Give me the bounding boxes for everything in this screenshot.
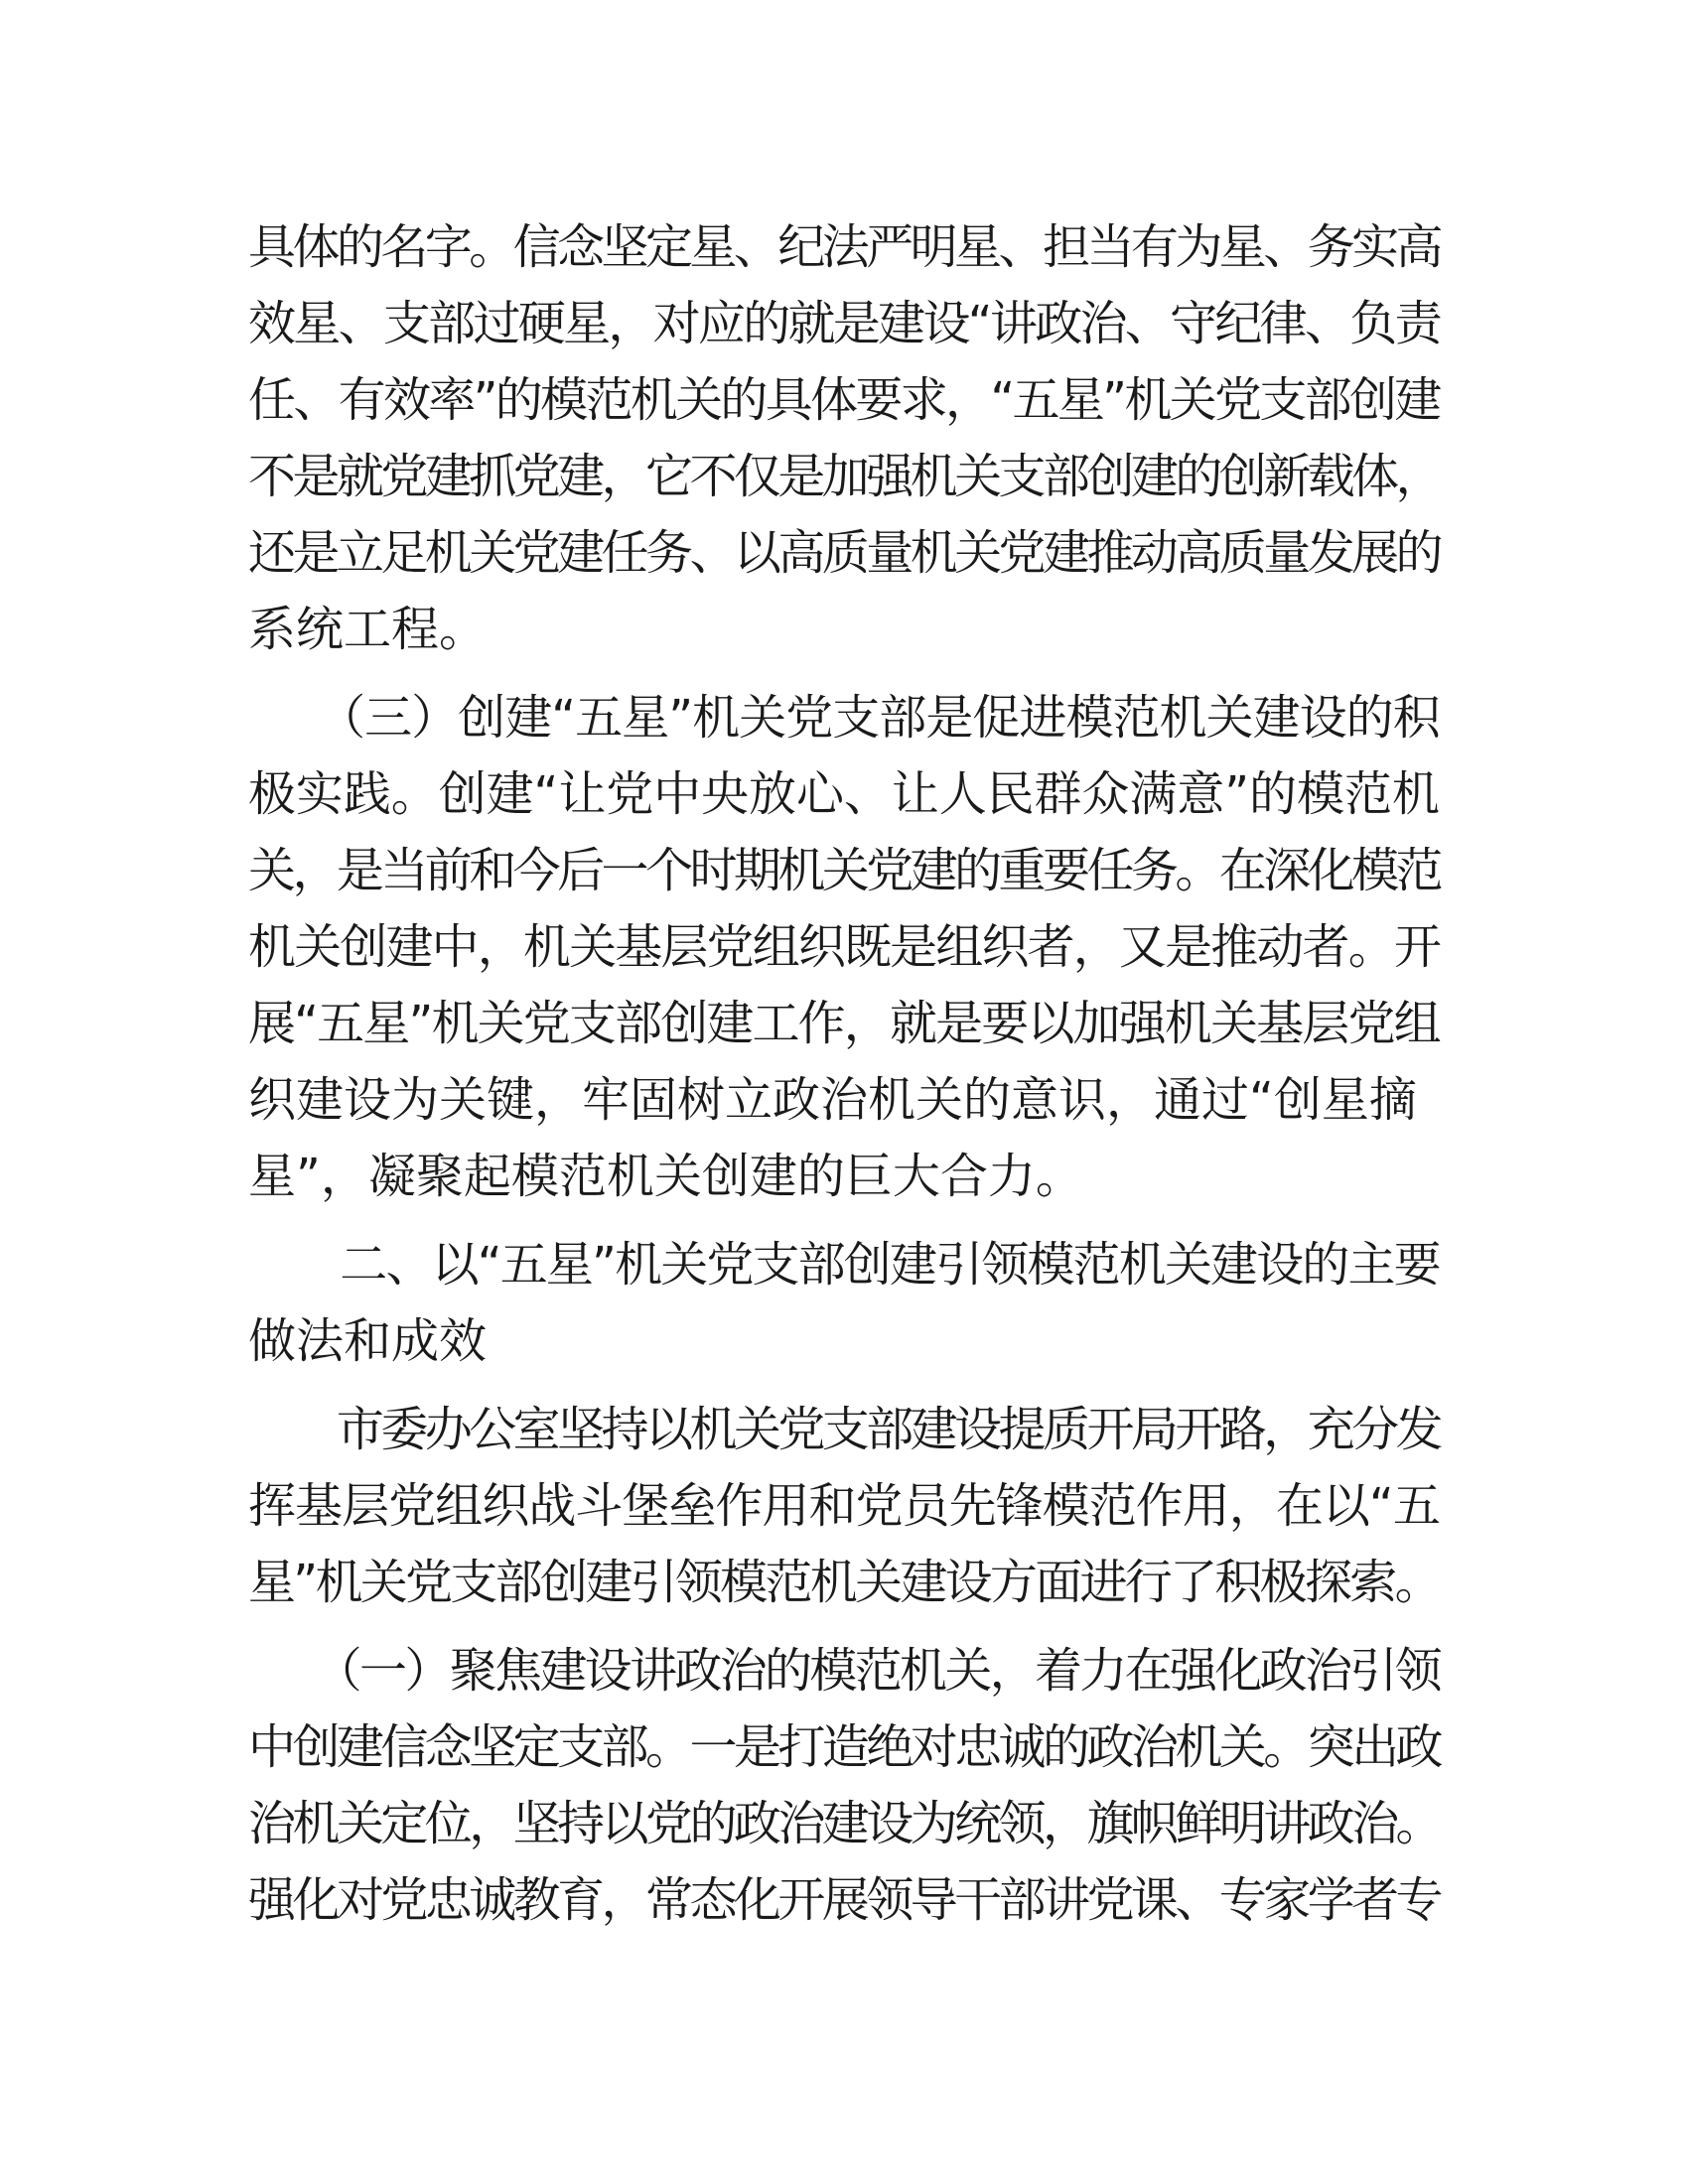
paragraph-4 [248, 1633, 1440, 1939]
text-line: 具体的名字。信念坚定星、纪法严明星、担当有为星、务实高 [248, 219, 1441, 275]
text-line: 任、有效率”的模范机关的具体要求，“五星”机关党支部创建 [248, 372, 1440, 428]
text-line: 织建设为关键，牢固树立政治机关的意识，通过“创星摘 [248, 1072, 1417, 1128]
paragraph-gap [248, 668, 1440, 680]
paragraph-gap [248, 1215, 1440, 1227]
text-line: 关，是当前和今后一个时期机关党建的重要任务。在深化模范 [248, 843, 1441, 898]
section-heading [248, 1227, 1440, 1380]
text-line: 二、以“五星”机关党支部创建引领模范机关建设的主要 [248, 1237, 1440, 1293]
document-body [248, 209, 1440, 1939]
text-line: 极实践。创建“让党中央放心、让人民群众满意”的模范机 [248, 766, 1440, 822]
text-line: 市委办公室坚持以机关党支部建设提质开局开路，充分发 [248, 1402, 1441, 1457]
text-line: 星”机关党支部创建引领模范机关建设方面进行了积极探索。 [248, 1555, 1440, 1610]
paragraph-2 [248, 680, 1440, 1215]
text-line: 中创建信念坚定支部。一是打造绝对忠诚的政治机关。突出政 [248, 1719, 1441, 1775]
text-line: 强化对党忠诚教育，常态化开展领导干部讲党课、专家学者专 [248, 1872, 1441, 1928]
text-line: 效星、支部过硬星，对应的就是建设“讲政治、守纪律、负责 [248, 296, 1440, 351]
text-line: 治机关定位，坚持以党的政治建设为统领，旗帜鲜明讲政治。 [248, 1796, 1441, 1851]
text-line: 系统工程。 [248, 602, 488, 657]
text-line: 机关创建中，机关基层党组织既是组织者，又是推动者。开 [248, 919, 1441, 975]
paragraph-gap [248, 1380, 1440, 1392]
text-line: 还是立足机关党建任务、以高质量机关党建推动高质量发展的 [248, 525, 1441, 581]
paragraph-1 [248, 209, 1440, 668]
text-line: 展“五星”机关党支部创建工作，就是要以加强机关基层党组 [248, 996, 1440, 1051]
paragraph-3 [248, 1392, 1440, 1621]
text-line: （三）创建“五星”机关党支部是促进模范机关建设的积 [248, 690, 1440, 746]
text-line: 做法和成效 [248, 1313, 488, 1369]
text-line: 星”，凝聚起模范机关创建的巨大合力。 [248, 1149, 1083, 1204]
text-line: 不是就党建抓党建，它不仅是加强机关支部创建的创新载体， [248, 449, 1441, 504]
text-line: 挥基层党组织战斗堡垒作用和党员先锋模范作用，在以“五 [248, 1478, 1440, 1534]
text-line: （一）聚焦建设讲政治的模范机关，着力在强化政治引领 [248, 1643, 1441, 1699]
paragraph-gap [248, 1621, 1440, 1633]
